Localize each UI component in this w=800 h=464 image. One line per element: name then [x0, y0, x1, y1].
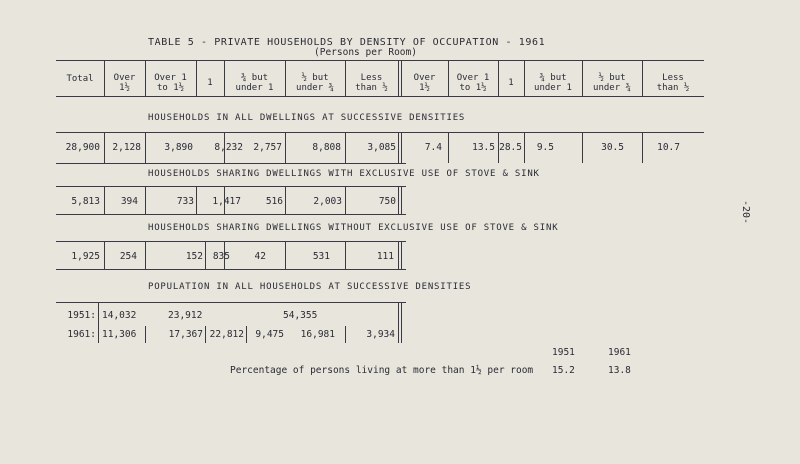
cell: 2,757	[253, 142, 282, 153]
cell: 9.5	[536, 142, 554, 153]
cell: 11,306	[102, 329, 137, 340]
cell: 13.5	[472, 142, 495, 153]
col-divider	[398, 303, 399, 343]
row-label-1951: 1951:	[67, 310, 96, 321]
header-pct-less-half: Less than ½	[656, 73, 690, 93]
header-pct-half: ½ but under ¾	[593, 73, 631, 93]
cell: 2,003	[313, 196, 342, 207]
cell: 3,890	[164, 142, 193, 153]
cell: 733	[176, 196, 194, 207]
cell: 254	[119, 251, 137, 262]
cell: 8,808	[312, 142, 341, 153]
header-bottom-rule	[56, 96, 704, 97]
cell: 111	[376, 251, 394, 262]
col-divider	[98, 303, 99, 343]
cell: 7.4	[424, 142, 442, 153]
cell: 2,128	[112, 142, 141, 153]
header-pct-one: 1	[508, 78, 514, 88]
table-subtitle: (Persons per Room)	[314, 47, 417, 58]
cell: 42	[254, 251, 266, 262]
cell: 1,417	[212, 196, 241, 207]
header-pct-over-1-to-1-5: Over 1 to 1½	[456, 73, 490, 93]
cell: 516	[265, 196, 283, 207]
cell: 17,367	[168, 329, 203, 340]
section-rule	[56, 186, 406, 187]
section-label-population: POPULATION IN ALL HOUSEHOLDS AT SUCCESSIVE DENSITIES	[148, 282, 472, 292]
col-divider	[398, 242, 399, 269]
header-pct-three-quarter: ¾ but under 1	[534, 73, 572, 93]
header-half: ½ but under ¾	[296, 73, 334, 93]
pct-value-1951: 15.2	[552, 365, 575, 376]
cell: 3,934	[366, 329, 395, 340]
cell: 23,912	[168, 310, 203, 321]
section-rule	[56, 214, 406, 215]
cell: 5,813	[71, 196, 100, 207]
header-top-rule	[56, 60, 704, 61]
cell: 750	[378, 196, 396, 207]
section-label-without-exclusive: HOUSEHOLDS SHARING DWELLINGS WITHOUT EXCLUSIVE USE OF STOVE & SINK	[148, 223, 559, 233]
cell: 28.5	[499, 142, 522, 153]
cell: 22,812	[209, 329, 244, 340]
section-rule	[56, 302, 406, 303]
cell: 3,085	[367, 142, 396, 153]
cell: 30.5	[601, 142, 624, 153]
section-rule	[56, 163, 406, 164]
pct-year-1961: 1961	[608, 347, 631, 358]
header-less-half: Less than ½	[355, 73, 388, 93]
cell: 394	[120, 196, 138, 207]
section-rule	[56, 241, 406, 242]
cell: 16,981	[300, 329, 335, 340]
cell: 1,925	[71, 251, 100, 262]
header-one: 1	[207, 78, 213, 88]
row-label-1961: 1961:	[67, 329, 96, 340]
col-divider	[401, 303, 402, 343]
header-pct-over-1-5: Over 1½	[413, 73, 436, 93]
section-label-exclusive: HOUSEHOLDS SHARING DWELLINGS WITH EXCLUSIVE USE OF STOVE & SINK	[148, 169, 540, 179]
col-divider	[401, 187, 402, 214]
cell: 531	[312, 251, 330, 262]
cell: 14,032	[102, 310, 137, 321]
section-rule	[56, 132, 704, 133]
header-total: Total	[66, 74, 94, 84]
col-divider	[398, 187, 399, 214]
cell: 8,232	[214, 142, 243, 153]
table-title: TABLE 5 - PRIVATE HOUSEHOLDS BY DENSITY OF OCCUPATION - 1961	[148, 37, 546, 48]
col-divider	[398, 61, 399, 96]
header-three-quarter: ¾ but under 1	[235, 73, 274, 93]
cell: 28,900	[65, 142, 100, 153]
cell: 835	[212, 251, 230, 262]
header-over-1-to-1-5: Over 1 to 1½	[154, 73, 187, 93]
page-number: -20-	[740, 200, 751, 225]
cell: 152	[185, 251, 203, 262]
cell: 9,475	[255, 329, 284, 340]
col-divider	[401, 242, 402, 269]
cell: 10.7	[657, 142, 680, 153]
section-rule	[56, 269, 406, 270]
section-label-all-dwellings: HOUSEHOLDS IN ALL DWELLINGS AT SUCCESSIVE DENSITIES	[148, 113, 466, 123]
cell: 54,355	[283, 310, 318, 321]
col-divider	[398, 133, 399, 163]
pct-value-1961: 13.8	[608, 365, 631, 376]
pct-label: Percentage of persons living at more than 1½ per room	[230, 365, 534, 376]
pct-year-1951: 1951	[552, 347, 575, 358]
header-over-1-5: Over 1½	[113, 73, 136, 93]
